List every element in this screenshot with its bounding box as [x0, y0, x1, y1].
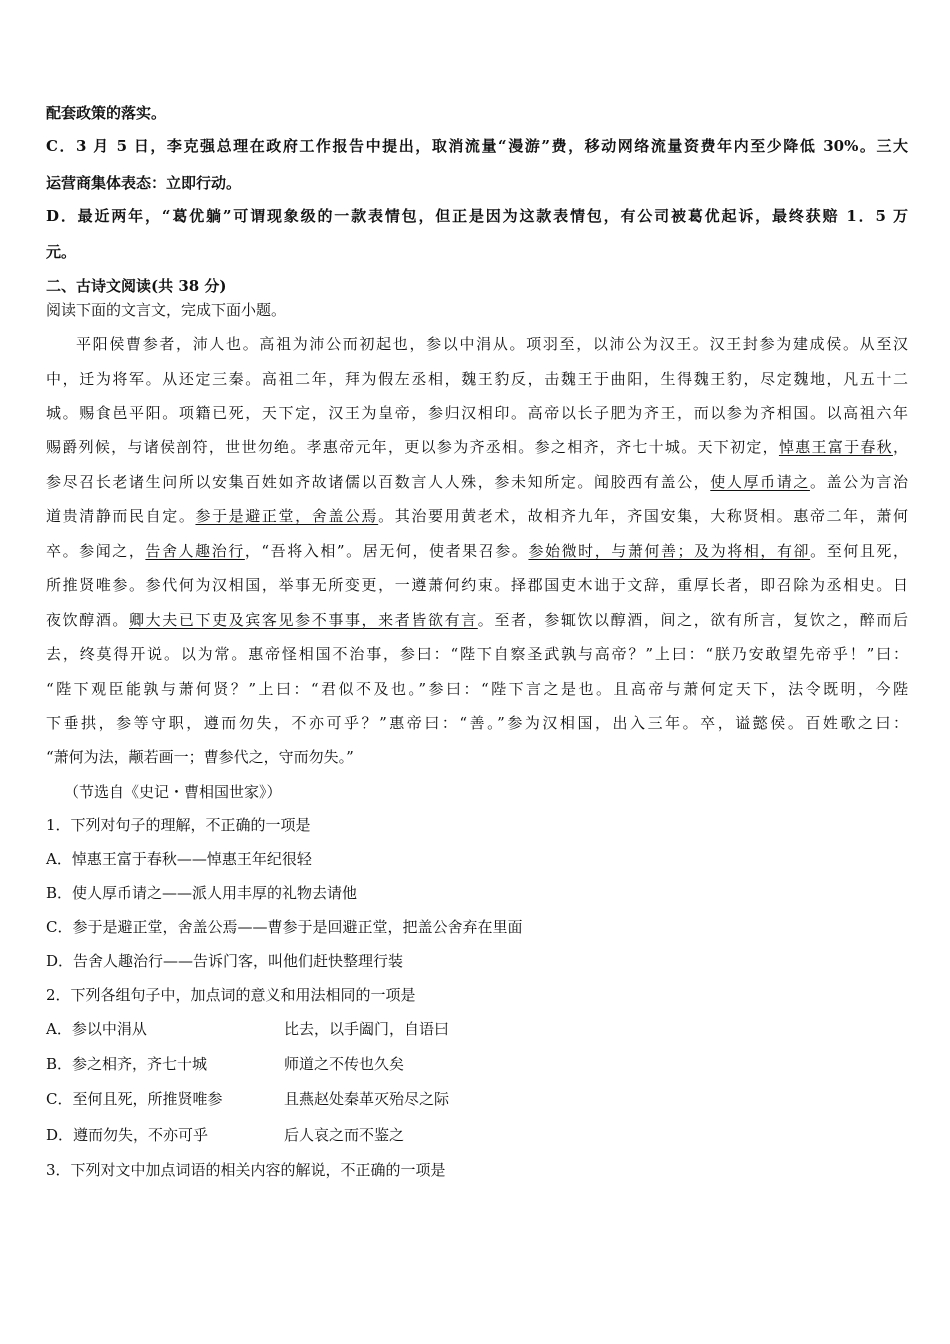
- question-1-option-d: D．告舍人趣治行——告诉门客，叫他们赶快整理行装: [46, 952, 404, 970]
- passage-text: 卒。参闻之，: [46, 542, 146, 560]
- section-instruction: 阅读下面的文言文，完成下面小题。: [46, 301, 287, 319]
- underlined-sentence-1: 悼惠王富于春秋: [778, 438, 893, 456]
- option-c-line-2: 运营商集体表态：立即行动。: [46, 174, 242, 192]
- question-2-option-a: [46, 1018, 908, 1040]
- question-2-option-c: [46, 1088, 908, 1110]
- passage-line-5: [46, 471, 908, 493]
- passage-source: （节选自《史记・曹相国世家》）: [64, 783, 282, 801]
- option-right-sentence: 后人哀之而不鉴之: [284, 1126, 405, 1144]
- option-right-sentence: 比去，以手阖门，自语曰: [284, 1020, 450, 1038]
- underlined-sentence-4: 告舍人趣治行: [145, 542, 245, 560]
- question-3-stem: 3．下列对文中加点词语的相关内容的解说，不正确的一项是: [46, 1161, 446, 1179]
- passage-text: 夜饮醇酒。: [46, 611, 130, 629]
- passage-line-9: [46, 609, 908, 631]
- option-left-sentence: C．至何且死，所推贤唯参: [46, 1090, 223, 1108]
- option-d-line-2: 元。: [46, 243, 77, 261]
- question-1-option-a: A．悼惠王富于春秋——悼惠王年纪很轻: [46, 850, 312, 868]
- question-2-option-d: [46, 1124, 908, 1146]
- passage-line-10: 去，终莫得开说。以为常。惠帝怪相国不治事，参曰：“陛下自察圣武孰与高帝？”上曰：“朕乃安敢望先帝乎！”曰：: [46, 645, 908, 663]
- passage-line-2: 中，迁为将军。从还定三秦。高祖二年，拜为假左丞相，魏王豹反，击魏王于曲阳，生得魏王豹，尽定魏地，凡五十二: [46, 370, 908, 388]
- passage-text: ，“吾将入相”。居无何，使者果召参。: [244, 542, 529, 560]
- option-d-line-1: D．最近两年，“葛优躺”可谓现象级的一款表情包，但正是因为这款表情包，有公司被葛优起诉，最终获赔 1．5 万: [46, 207, 908, 225]
- question-1-option-b: B．使人厚币请之——派人用丰厚的礼物去请他: [46, 884, 358, 902]
- passage-text: 。盖公为言治: [809, 473, 908, 491]
- option-left-sentence: D．遵而勿失，不亦可乎: [46, 1126, 209, 1144]
- passage-line-1: 平阳侯曹参者，沛人也。高祖为沛公而初起也，参以中涓从。项羽至，以沛公为汉王。汉王封参为建成侯。从至汉: [76, 335, 908, 353]
- passage-line-8: 所推贤唯参。参代何为汉相国，举事无所变更，一遵萧何约束。择郡国吏木诎于文辞，重厚长者，即召除为丞相史。日: [46, 576, 908, 594]
- question-1-option-c: C．参于是避正堂，舍盖公焉——曹参于是回避正堂，把盖公舍弃在里面: [46, 918, 523, 936]
- option-left-sentence: B．参之相齐，齐七十城: [46, 1055, 208, 1073]
- question-2-option-b: [46, 1053, 908, 1075]
- passage-line-4: [46, 436, 908, 458]
- passage-line-7: [46, 540, 908, 562]
- passage-text: 参尽召长老诸生问所以安集百姓如齐故诸儒以百数言人人殊，参未知所定。闻胶西有盖公，: [46, 473, 711, 491]
- passage-line-13: “萧何为法，颟若画一；曹参代之，守而勿失。”: [46, 748, 354, 766]
- passage-line-6: [46, 505, 908, 527]
- option-c-line-1: C．3 月 5 日，李克强总理在政府工作报告中提出，取消流量“漫游”费，移动网络流量资费年内至少降低 30%。三大: [46, 137, 908, 155]
- option-right-sentence: 师道之不传也久矣: [284, 1055, 405, 1073]
- underlined-sentence-3: 参于是避正堂，舍盖公焉: [195, 507, 379, 525]
- passage-text: 。其治要用黄老术，故相齐九年，齐国安集，大称贤相。惠帝二年，萧何: [378, 507, 908, 525]
- question-2-stem: 2．下列各组句子中，加点词的意义和用法相同的一项是: [46, 986, 416, 1004]
- question-1-stem: 1．下列对句子的理解，不正确的一项是: [46, 816, 311, 834]
- passage-line-11: “陛下观臣能孰与萧何贤？”上曰：“君似不及也。”参曰：“陛下言之是也。且高帝与萧何定天下，法令既明，今陛: [46, 680, 908, 698]
- option-b-continuation: 配套政策的落实。: [46, 104, 167, 122]
- option-left-sentence: A．参以中涓从: [46, 1020, 147, 1038]
- passage-text: 赐爵列候，与诸侯剖符，世世勿绝。孝惠帝元年，更以参为齐丞相。参之相齐，齐七十城。天下初定，: [46, 438, 779, 456]
- passage-text: 。至何且死，: [810, 542, 908, 560]
- option-right-sentence: 且燕赵处秦革灭殆尽之际: [284, 1090, 450, 1108]
- passage-text: 。至者，参辄饮以醇酒，间之，欲有所言，复饮之，醉而后: [477, 611, 908, 629]
- passage-text: ，: [892, 438, 908, 456]
- section-heading: 二、古诗文阅读(共 38 分): [46, 277, 227, 295]
- underlined-sentence-6: 卿大夫已下吏及宾客见参不事事，来者皆欲有言: [129, 611, 478, 629]
- underlined-sentence-2: 使人厚币请之: [710, 473, 810, 491]
- underlined-sentence-5: 参始微时，与萧何善；及为将相，有卻: [528, 542, 811, 560]
- passage-line-12: 下垂拱，参等守职，遵而勿失，不亦可乎？”惠帝曰：“善。”参为汉相国，出入三年。卒，谥懿侯。百姓歌之曰：: [46, 714, 908, 732]
- passage-text: 道贵清静而民自定。: [46, 507, 196, 525]
- passage-line-3: 城。赐食邑平阳。项籍已死，天下定，汉王为皇帝，参归汉相印。高帝以长子肥为齐王，而以参为齐相国。以高祖六年: [46, 404, 908, 422]
